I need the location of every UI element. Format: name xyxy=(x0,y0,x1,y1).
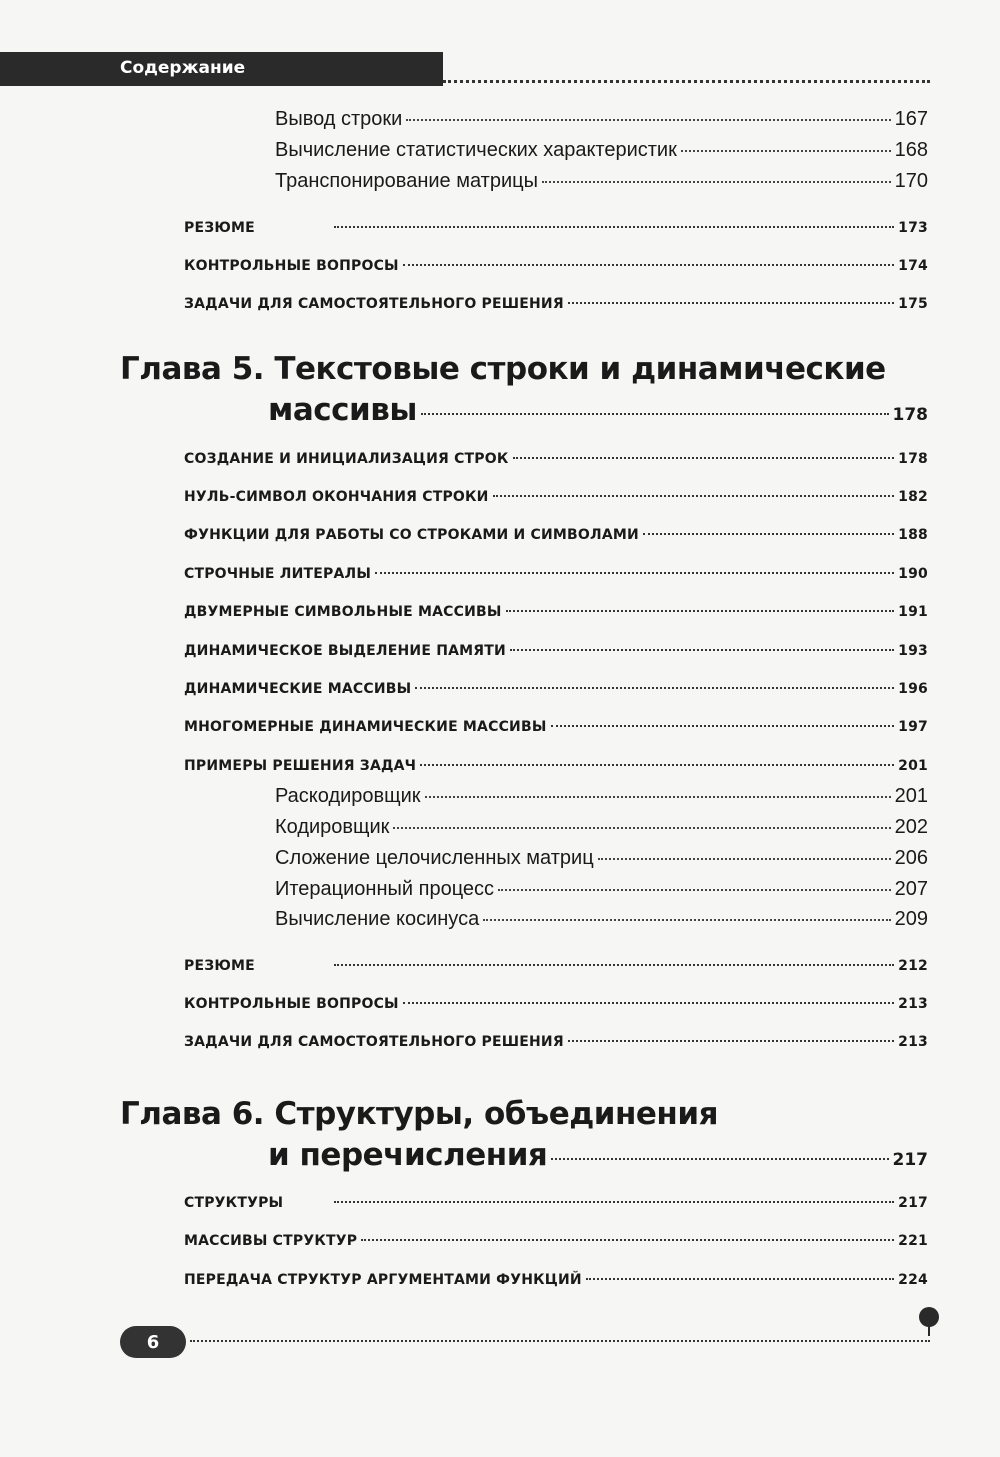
toc-section-page: 221 xyxy=(898,1233,928,1249)
footer-dotted-rule xyxy=(190,1340,930,1342)
dot-leader xyxy=(415,687,894,689)
page-number-badge: 6 xyxy=(120,1326,186,1358)
toc-entry-label: Итерационный процесс xyxy=(275,878,495,900)
toc-section-label: ЗАДАЧИ ДЛЯ САМОСТОЯТЕЛЬНОГО РЕШЕНИЯ xyxy=(184,1034,564,1050)
toc-entry[interactable] xyxy=(275,170,928,193)
dot-leader xyxy=(542,181,891,183)
toc-section-page: 197 xyxy=(898,719,928,735)
toc-entry-label: Вычисление косинуса xyxy=(275,908,480,930)
toc-entry-label: Вывод строки xyxy=(275,108,403,130)
toc-entry[interactable] xyxy=(275,108,928,131)
dot-leader xyxy=(598,858,891,860)
toc-section[interactable] xyxy=(184,258,928,274)
toc-section-label: РЕЗЮМЕ xyxy=(184,958,255,974)
dot-leader xyxy=(425,796,891,798)
toc-entry[interactable] xyxy=(275,847,928,870)
toc-section-page: 212 xyxy=(898,958,928,974)
dot-leader xyxy=(406,119,890,121)
toc-section[interactable] xyxy=(184,451,928,467)
header-dotted-rule xyxy=(443,80,930,83)
dot-leader xyxy=(334,1201,894,1203)
toc-section-label: НУЛЬ-СИМВОЛ ОКОНЧАНИЯ СТРОКИ xyxy=(184,489,489,505)
toc-section[interactable] xyxy=(184,958,928,974)
dot-leader xyxy=(513,457,895,459)
chapter-6-title-continued: и перечисления xyxy=(268,1137,548,1173)
dot-leader xyxy=(493,495,895,497)
dot-leader xyxy=(375,572,894,574)
dot-leader xyxy=(643,533,894,535)
dot-leader xyxy=(403,1002,894,1004)
toc-entry-page: 170 xyxy=(894,170,928,192)
toc-section-page: 213 xyxy=(898,1034,928,1050)
toc-entry[interactable] xyxy=(275,816,928,839)
toc-section[interactable] xyxy=(184,566,928,582)
running-header-title: Содержание xyxy=(120,58,246,78)
toc-section[interactable] xyxy=(184,1195,928,1211)
toc-section-label: СОЗДАНИЕ И ИНИЦИАЛИЗАЦИЯ СТРОК xyxy=(184,451,509,467)
dot-leader xyxy=(568,302,894,304)
toc-section-label: КОНТРОЛЬНЫЕ ВОПРОСЫ xyxy=(184,996,399,1012)
toc-section-page: 191 xyxy=(898,604,928,620)
toc-entry-page: 168 xyxy=(894,139,928,161)
toc-entry-page: 202 xyxy=(894,816,928,838)
toc-section-page: 178 xyxy=(898,451,928,467)
toc-entry[interactable] xyxy=(275,139,928,162)
toc-entry-page: 207 xyxy=(894,878,928,900)
toc-section-page: 174 xyxy=(898,258,928,274)
toc-section-page: 182 xyxy=(898,489,928,505)
toc-section-page: 193 xyxy=(898,643,928,659)
toc-section[interactable] xyxy=(184,1233,928,1249)
toc-section[interactable] xyxy=(184,1034,928,1050)
toc-section[interactable] xyxy=(184,220,928,236)
toc-section[interactable] xyxy=(184,489,928,505)
toc-section-label: МАССИВЫ СТРУКТУР xyxy=(184,1233,358,1249)
dot-leader xyxy=(498,889,891,891)
chapter-5-page: 178 xyxy=(892,405,928,425)
toc-section-label: РЕЗЮМЕ xyxy=(184,220,255,236)
toc-section[interactable] xyxy=(184,643,928,659)
dot-leader xyxy=(403,264,894,266)
toc-section-page: 201 xyxy=(898,758,928,774)
toc-section-page: 173 xyxy=(898,220,928,236)
toc-section-label: ЗАДАЧИ ДЛЯ САМОСТОЯТЕЛЬНОГО РЕШЕНИЯ xyxy=(184,296,564,312)
toc-section-label: ДВУМЕРНЫЕ СИМВОЛЬНЫЕ МАССИВЫ xyxy=(184,604,502,620)
dot-leader xyxy=(551,725,895,727)
toc-section-label: ФУНКЦИИ ДЛЯ РАБОТЫ СО СТРОКАМИ И СИМВОЛАМИ xyxy=(184,527,639,543)
toc-section-label: СТРОЧНЫЕ ЛИТЕРАЛЫ xyxy=(184,566,372,582)
toc-entry-label: Сложение целочисленных матриц xyxy=(275,847,594,869)
toc-section-label: ПЕРЕДАЧА СТРУКТУР АРГУМЕНТАМИ ФУНКЦИЙ xyxy=(184,1272,582,1288)
toc-section-label: ПРИМЕРЫ РЕШЕНИЯ ЗАДАЧ xyxy=(184,758,417,774)
chapter-6-title[interactable]: Глава 6. Структуры, объединения xyxy=(120,1096,718,1132)
toc-section[interactable] xyxy=(184,604,928,620)
toc-section-label: ДИНАМИЧЕСКОЕ ВЫДЕЛЕНИЕ ПАМЯТИ xyxy=(184,643,506,659)
dot-leader xyxy=(506,610,895,612)
toc-section-label: КОНТРОЛЬНЫЕ ВОПРОСЫ xyxy=(184,258,399,274)
toc-section-page: 175 xyxy=(898,296,928,312)
toc-section-page: 196 xyxy=(898,681,928,697)
toc-section-page: 213 xyxy=(898,996,928,1012)
toc-entry-page: 201 xyxy=(894,785,928,807)
toc-section-page: 190 xyxy=(898,566,928,582)
toc-entry-page: 167 xyxy=(894,108,928,130)
toc-entry[interactable] xyxy=(275,908,928,931)
dot-leader xyxy=(393,827,890,829)
toc-section-page: 188 xyxy=(898,527,928,543)
toc-entry[interactable] xyxy=(275,785,928,808)
dot-leader xyxy=(681,150,891,152)
toc-entry-label: Транспонирование матрицы xyxy=(275,170,538,192)
toc-entry-page: 206 xyxy=(894,847,928,869)
toc-section[interactable] xyxy=(184,996,928,1012)
chapter-5-title-continued: массивы xyxy=(268,392,417,428)
toc-section[interactable] xyxy=(184,758,928,774)
toc-section-label: МНОГОМЕРНЫЕ ДИНАМИЧЕСКИЕ МАССИВЫ xyxy=(184,719,547,735)
toc-entry-label: Вычисление статистических характеристик xyxy=(275,139,677,161)
toc-section[interactable] xyxy=(184,1272,928,1288)
toc-section-label: ДИНАМИЧЕСКИЕ МАССИВЫ xyxy=(184,681,412,697)
toc-entry-label: Кодировщик xyxy=(275,816,390,838)
toc-section[interactable] xyxy=(184,527,928,543)
toc-section[interactable] xyxy=(184,719,928,735)
dot-leader xyxy=(568,1040,894,1042)
dot-leader xyxy=(421,413,889,415)
dot-leader xyxy=(334,226,894,228)
dot-leader xyxy=(551,1158,888,1160)
chapter-6-title-row[interactable] xyxy=(268,1137,928,1173)
toc-entry-label: Раскодировщик xyxy=(275,785,421,807)
toc-section-page: 217 xyxy=(898,1195,928,1211)
chapter-5-title-row[interactable] xyxy=(268,392,928,428)
toc-entry-page: 209 xyxy=(894,908,928,930)
dot-leader xyxy=(334,964,894,966)
dot-leader xyxy=(361,1239,894,1241)
chapter-6-page: 217 xyxy=(892,1150,928,1170)
dot-leader xyxy=(483,919,890,921)
dot-leader xyxy=(420,764,894,766)
toc-section[interactable] xyxy=(184,296,928,312)
toc-section-label: СТРУКТУРЫ xyxy=(184,1195,284,1211)
dot-leader xyxy=(510,649,894,651)
dot-leader xyxy=(586,1278,894,1280)
pin-marker-stem xyxy=(928,1322,930,1336)
chapter-5-title[interactable]: Глава 5. Текстовые строки и динамические xyxy=(120,351,886,387)
toc-entry[interactable] xyxy=(275,878,928,901)
toc-section[interactable] xyxy=(184,681,928,697)
toc-section-page: 224 xyxy=(898,1272,928,1288)
